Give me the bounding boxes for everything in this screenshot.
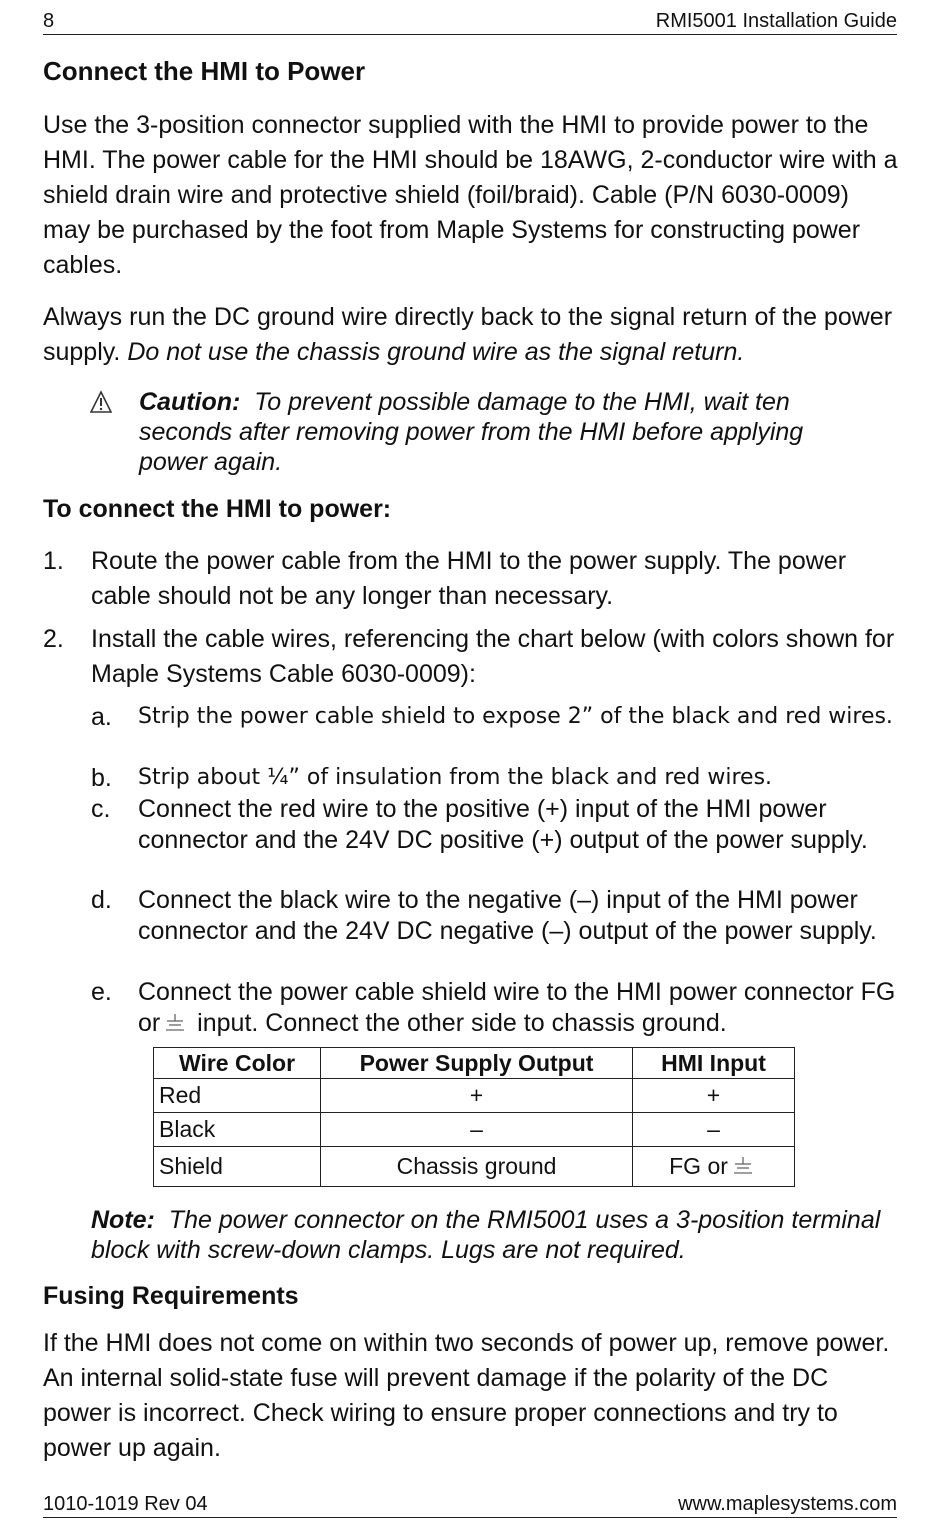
substep-text: Strip the power cable shield to expose 2” of the black and red wires. [138, 704, 893, 729]
substep-text: Connect the black wire to the negative (–) input of the HMI power connector and the 24V DC negative (–) output of the power supply. [138, 886, 877, 945]
document-revision: 1010-1019 Rev 04 [43, 1493, 208, 1515]
caution-text: To prevent possible damage to the HMI, wait ten seconds after removing power from the HMI before applying power again. [139, 388, 804, 476]
table-cell: + [321, 1079, 633, 1113]
table-cell: Chassis ground [321, 1147, 633, 1187]
caution-label: Caution: [139, 388, 241, 416]
table-cell [633, 1147, 795, 1187]
document-title: RMI5001 Installation Guide [655, 10, 897, 32]
substep-letter: c. [91, 795, 111, 823]
ground-warning-italic: Do not use the chassis ground wire as the signal return. [127, 338, 745, 366]
table-row [154, 1147, 795, 1187]
section-title: Connect the HMI to Power [43, 56, 366, 86]
table-cell-text: FG or [669, 1153, 728, 1179]
table-cell: + [633, 1079, 795, 1113]
warning-triangle-icon [90, 390, 112, 414]
fusing-paragraph: If the HMI does not come on within two seconds of power up, remove power. An internal solid-state fuse will prevent damage if the polarity of the DC power is incorrect. Check wiring to ensure proper connections and try to power up again. [43, 1329, 890, 1462]
step-text: Route the power cable from the HMI to the power supply. The power cable should not be any longer than necessary. [91, 547, 847, 610]
note-text: The power connector on the RMI5001 uses a 3-position terminal block with screw-down clamps. Lugs are not required. [91, 1206, 881, 1264]
step-number: 1. [43, 547, 64, 575]
wiring-table [153, 1047, 795, 1187]
substep-text: Strip about ¼” of insulation from the black and red wires. [138, 765, 773, 790]
table-cell: Black [154, 1113, 321, 1147]
step-text: Install the cable wires, referencing the chart below (with colors shown for Maple Systems Cable 6030-0009): [91, 625, 895, 688]
step-number: 2. [43, 625, 64, 653]
substep-text-after: input. Connect the other side to chassis ground. [190, 1008, 727, 1037]
frame-ground-icon [732, 1156, 754, 1176]
page-header [43, 10, 897, 35]
note-block [91, 1205, 881, 1265]
table-header: HMI Input [633, 1048, 795, 1079]
substep-letter: d. [91, 886, 112, 914]
note-label: Note: [91, 1206, 155, 1234]
page-footer [43, 1493, 897, 1518]
substep-letter: b. [91, 764, 112, 792]
page-number: 8 [43, 10, 55, 32]
table-header-row [154, 1048, 795, 1079]
table-header: Wire Color [154, 1048, 321, 1079]
document-page [43, 0, 897, 1526]
table-cell: – [633, 1113, 795, 1147]
substep-letter: a. [91, 703, 112, 731]
procedure-title: To connect the HMI to power: [43, 495, 392, 523]
ground-paragraph [43, 300, 903, 370]
table-cell: Red [154, 1079, 321, 1113]
table-cell: – [321, 1113, 633, 1147]
substep-text [138, 977, 908, 1038]
ground-text: Always run the DC ground wire directly back to the signal return of the power supply. [43, 303, 893, 366]
substep-letter: e. [91, 978, 112, 1006]
table-row [154, 1079, 795, 1113]
caution-block [139, 387, 869, 477]
frame-ground-icon [164, 1013, 186, 1033]
substep-text: Connect the red wire to the positive (+) input of the HMI power connector and the 24V DC positive (+) output of the power supply. [138, 795, 868, 854]
intro-paragraph: Use the 3-position connector supplied with the HMI to provide power to the HMI. The power cable for the HMI should be 18AWG, 2-conductor wire with a shield drain wire and protective shield (foil/braid). Cable (P/N 6030-0009) may be purchased by the foot from Maple Systems for constructing power cables. [43, 111, 898, 279]
website-link[interactable]: www.maplesystems.com [678, 1493, 897, 1515]
substep-text-before: Connect the power cable shield wire to the HMI power connector FG or [138, 978, 896, 1037]
table-cell: Shield [154, 1147, 321, 1187]
table-row [154, 1113, 795, 1147]
table-header: Power Supply Output [321, 1048, 633, 1079]
fusing-title: Fusing Requirements [43, 1282, 299, 1310]
